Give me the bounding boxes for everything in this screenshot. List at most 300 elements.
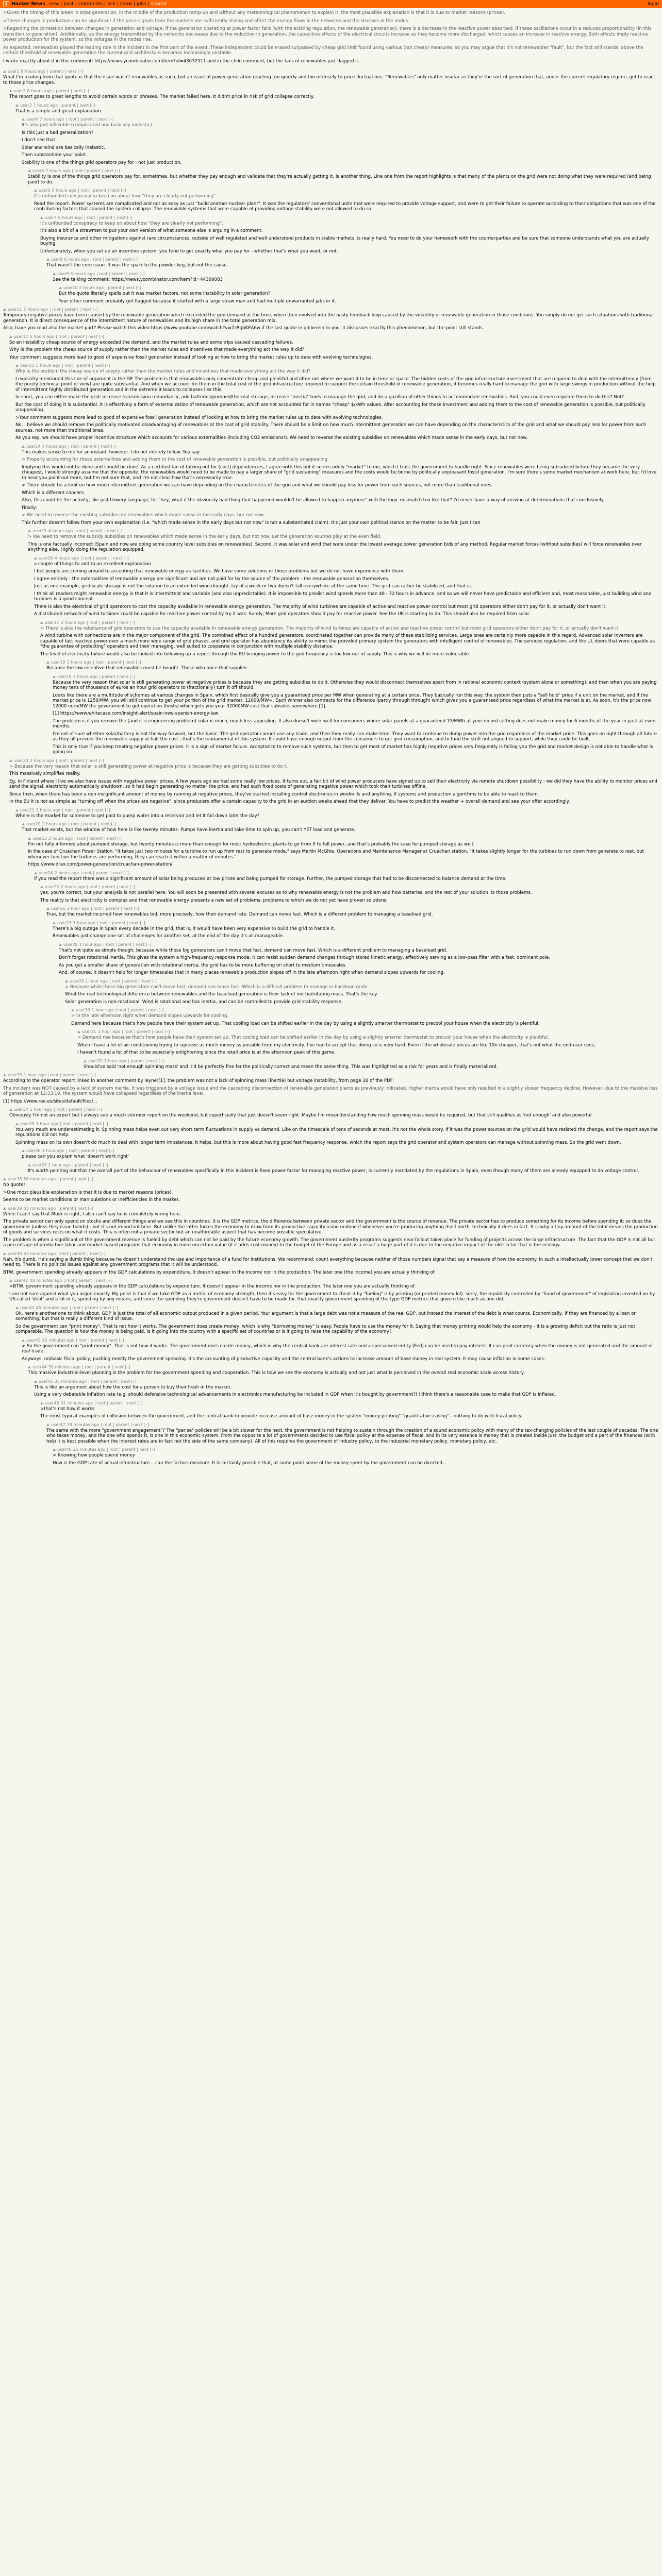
comment-user[interactable]: user6: [39, 188, 51, 193]
comment-header: [34, 871, 659, 875]
comment-paragraph: I agree entirely - the externalities of renewable energy are significant and are not paid for by the source of the problem - the renewable generation themselves.: [34, 576, 390, 582]
comment-paragraph: Is this just a bad generalization?: [22, 130, 94, 135]
nav-separator: |: [60, 2, 62, 7]
nav-link-past[interactable]: past: [63, 2, 74, 7]
comment-nav-links[interactable]: | root | parent | next [–]: [66, 1148, 114, 1153]
comment-nav-links[interactable]: | root | parent | next [–]: [72, 168, 120, 173]
comment-body: [59, 948, 659, 976]
upvote-icon[interactable]: [40, 216, 43, 219]
comment-age[interactable]: 2 hours ago: [48, 836, 73, 841]
comment-user[interactable]: user37: [32, 1162, 47, 1167]
comment-header: [3, 1206, 659, 1211]
comment-age[interactable]: 52 minutes ago: [23, 1251, 56, 1256]
comment: [71, 1008, 659, 1026]
comment-user[interactable]: user36: [26, 1148, 41, 1153]
comment-body: [77, 1035, 659, 1056]
comment: [15, 1122, 659, 1146]
comment-user[interactable]: user2: [14, 89, 26, 93]
comment-age[interactable]: 1 hour ago: [73, 920, 96, 925]
comment-paragraph: This further doesn't follow from your own explanation (i.e. "which made sense in the early days but not now" is not a substantiated claim). It's just your own political stance on the matter to be fair. Just I can: [22, 520, 481, 526]
upvote-icon[interactable]: [28, 837, 31, 840]
comment-user[interactable]: user40: [8, 1251, 22, 1256]
comment-paragraph: I explicitly mentioned this line of argument in the GP. The problem is that renewables only concentrate cheap and plentiful and often not where we want it to be in time or space. The hidden costs of the grid infrastructure investment that are required to deal with the intermittency (from the purely technical point of view) are quite substantial. And when we account for them in the total cost of the grid infrastructure required to support the certain threshold of renewable generation, it becomes really hard to manage the grid with large swings in production without the help of intermittent highly distributed generation and in the extreme it leads to collapses like this.: [15, 376, 656, 393]
upvote-icon[interactable]: [40, 886, 43, 888]
upvote-icon[interactable]: [9, 759, 12, 762]
comment-user[interactable]: user41: [14, 1278, 28, 1283]
comment-paragraph: What the real technological difference between renewables and the baseload generation is their lack of inertia/rotating mass. That's the key.: [65, 992, 378, 997]
comment-nav-links[interactable]: | root | parent | next [–]: [84, 215, 133, 220]
comment-paragraph: Demand here because that's how people have their system set up. That cooling load can be shifted earlier in the day by using a slightly smarter thermostat to precool your house when the electricity is plentiful.: [71, 1021, 540, 1026]
comment-user[interactable]: user48: [57, 1447, 72, 1452]
comment-paragraph: > Because the very reason that solar is still generating power at negative price is because they are getting subsidies to do it.: [9, 764, 289, 769]
comment-nav-links[interactable]: | root | parent | next [–]: [109, 978, 158, 984]
upvote-icon[interactable]: [15, 104, 19, 107]
nav-separator: |: [147, 2, 150, 7]
upvote-icon[interactable]: [59, 943, 62, 946]
comment-paragraph: >One most plausible explanation is that it is due to market reasons (prices).: [3, 1190, 173, 1195]
comment-paragraph: Using a very debatable inflation rate (e.g. should defensive technological advancements in electronics manufacturing be included in GDP when it's bought by government?) I think there's a reasonable case to make that GDP is inflated.: [34, 1392, 556, 1397]
comment-nav-links[interactable]: | root | parent | next [–]: [47, 1073, 96, 1077]
upvote-icon[interactable]: [22, 1339, 25, 1342]
comment-paragraph: It's worth pointing out that the overall part of the behaviour of renewables specifically in this incident is fixed power factor for managing reactive power, is currently mandated by the regulations in Spain, even though many of them are already equipped to do voltage control.: [28, 1168, 639, 1174]
comment-age[interactable]: 48 minutes ago: [29, 1278, 62, 1283]
comment-paragraph: The report goes to great lengths to avoid certain words or phrases. The market failed here. It didn't price in risk of grid collapse correctly.: [9, 94, 315, 99]
comment-age[interactable]: 6 hours ago: [58, 215, 83, 220]
upvote-icon[interactable]: [77, 1030, 80, 1033]
comment-paragraph: Solar and wind are basically inelastic.: [22, 145, 105, 150]
comment-user[interactable]: user31: [82, 1029, 96, 1034]
nav-link-jobs[interactable]: jobs: [137, 2, 146, 7]
upvote-icon[interactable]: [22, 118, 25, 121]
upvote-icon[interactable]: [46, 258, 49, 261]
comment-age[interactable]: 42 minutes ago: [42, 1337, 75, 1343]
logo-icon[interactable]: Y: [3, 1, 9, 7]
comment-nav-links[interactable]: | root | parent | next [–]: [94, 1400, 143, 1405]
comment: [15, 363, 659, 441]
comment-user[interactable]: user47: [51, 1422, 65, 1427]
comment-header: [28, 529, 659, 533]
upvote-icon[interactable]: [46, 907, 49, 910]
comment-body: [22, 123, 659, 165]
upvote-icon[interactable]: [3, 1074, 6, 1076]
comment-paragraph: I'm not fully informed about pumped storage, but twenty minutes is more than enough for most hydroelectric plants to go from 0 to full power, and that's probably the case for pumped storage as well.: [28, 841, 474, 847]
comment-user[interactable]: user3: [20, 103, 32, 108]
upvote-icon[interactable]: [22, 823, 25, 825]
comment-nav-links[interactable]: | parent | next [–]: [99, 674, 135, 679]
comment-nav-links[interactable]: | root | parent | next [–]: [56, 334, 104, 339]
comment: [15, 808, 659, 819]
nav-link-ask[interactable]: ask: [107, 2, 115, 7]
comment-header: [53, 1447, 659, 1452]
comment-age[interactable]: 2 hours ago: [29, 758, 55, 763]
comment-nav-links[interactable]: | parent | next [–]: [57, 1206, 93, 1211]
comment-age[interactable]: 2 hours ago: [54, 870, 79, 875]
comment-user[interactable]: user19: [57, 674, 72, 679]
upvote-icon[interactable]: [53, 1448, 56, 1451]
comment-paragraph: [1] https://www.whitecase.com/insight-alert/spain-new-spanish-energy-law: [53, 711, 219, 716]
comment-user[interactable]: user27: [57, 920, 72, 925]
comment-nav-links[interactable]: | parent | next [–]: [53, 89, 89, 93]
comment-age[interactable]: 3 hours ago: [73, 674, 98, 679]
comment-paragraph: That wasn't the core issue. It was the spark to the powder keg, but not the cause.: [46, 263, 228, 268]
comment-nav-links[interactable]: | root | parent | next [–]: [90, 257, 139, 262]
comment-age[interactable]: 5 hours ago: [36, 363, 61, 368]
upvote-icon[interactable]: [9, 1279, 12, 1282]
comment-age[interactable]: 58 minutes ago: [23, 1177, 56, 1181]
comment-age[interactable]: 2 hours ago: [60, 885, 86, 889]
comment-nav-links[interactable]: | root | parent | next [–]: [57, 1251, 106, 1256]
comment-user[interactable]: user4: [26, 117, 38, 122]
comment-nav-links[interactable]: | parent | next [–]: [128, 1058, 164, 1063]
comment-age[interactable]: 31 minutes ago: [60, 1400, 93, 1405]
comment-nav-links[interactable]: | root | parent | next [–]: [78, 188, 126, 193]
comment-age[interactable]: 3 hours ago: [60, 620, 86, 625]
comment-age[interactable]: 1 hour ago: [42, 1148, 65, 1153]
comment-nav-links[interactable]: | root | parent | next [–]: [96, 271, 145, 276]
comment-paragraph: That is a simple and great explanation.: [15, 108, 103, 114]
comment-user[interactable]: user26: [51, 906, 65, 911]
comment-user[interactable]: user30: [76, 1008, 90, 1012]
comment-nav-links[interactable]: | root | parent | next [–]: [88, 1379, 137, 1384]
comment-paragraph: I don't see that.: [22, 138, 57, 143]
comment-paragraph: Temporary negative prices have been caused by the renewable generation which exceeded the grid demand at the time, when then evolved into the nasty feedback loop caused by the volatility of renewable generation in those conditions. You simply do not get such situations with traditional generation. It is direct consequence of the intermittent nature of renewables and its high share in the total generation mix.: [3, 313, 654, 324]
comment-nav-links[interactable]: | root | parent | next [–]: [76, 1337, 124, 1343]
comment-nav-links[interactable]: | root | parent | next [–]: [74, 529, 123, 533]
comment-age[interactable]: 4 hours ago: [48, 529, 73, 533]
comment-user[interactable]: user9: [57, 271, 69, 276]
comment-nav-links[interactable]: | root | parent | next [–]: [49, 307, 98, 312]
login-link[interactable]: login: [648, 2, 659, 7]
page-content: [0, 8, 662, 1479]
comment-user[interactable]: user34: [14, 1107, 28, 1112]
comment-paragraph: Because the low incentive that renewables must be bought. Those who price that supplier.: [46, 666, 249, 671]
comment-user[interactable]: user23: [32, 836, 47, 841]
comment-age[interactable]: 6 hours ago: [64, 257, 89, 262]
comment-nav-links[interactable]: | root | parent | next [–]: [87, 885, 135, 889]
comment-nav-links[interactable]: | root | parent | next [–]: [56, 758, 104, 763]
upvote-icon[interactable]: [3, 1178, 6, 1180]
comment-header: [65, 979, 659, 984]
comment-paragraph: >Your comment suggests more lead to good of expensive fossil generation instead of looking at how to bring the market rules up to date with evolving technologies.: [15, 415, 383, 420]
comment-body: [15, 1311, 659, 1335]
comment-user[interactable]: user11: [8, 307, 22, 312]
top-bar: [0, 0, 662, 8]
comment-age[interactable]: 8 hours ago: [21, 69, 46, 74]
comment-body: [28, 842, 659, 868]
comment-body: [22, 827, 659, 833]
comment: [77, 1029, 659, 1056]
comment-paragraph: The incident was NOT caused by a lack of system inertia. It was triggered by a voltage issue and the cascading disconnection of renewable generation plants as previously indicated. Higher inertia would have only resulted in a slightly slower frequency decline. However, due to the massive loss of generation at 12:33:19, the system would have collapsed regardless of the inertia level.: [3, 1086, 658, 1096]
comment-nav-links[interactable]: | root | parent | next [–]: [103, 942, 152, 947]
main-nav: [49, 2, 167, 7]
comment-age[interactable]: 35 minutes ago: [54, 1379, 87, 1384]
comment-nav-links[interactable]: | root | parent | next [–]: [68, 444, 117, 449]
comment-paragraph: > Demand rise because that's how people have their system set up. That cooling load can be shifted earlier in the day by using a slightly smarter thermostat to precool your house when the electricity is plentiful.: [77, 1035, 549, 1040]
comment-paragraph: You very much are underestimating it. Spinning mass helps even out very short term fluctuations in supply vs demand. Like on the timescale of tens of seconds at most, it's not the whole story. If it was the power sources on the grid would have resisted the change, and the report says the regulations did not help.: [15, 1127, 658, 1138]
comment-paragraph: > Because while those big generators can't move fast, demand can move fast. Which is a difficult problem to manage in baseload grids.: [65, 984, 369, 990]
comment-user[interactable]: user20: [14, 758, 28, 763]
comment-header: [77, 1029, 659, 1034]
comment-user[interactable]: user35: [20, 1121, 35, 1126]
comment: [84, 1059, 659, 1070]
comment-paragraph: If you read the report there was a significant amount of solar being produced at low prices and being pumped for storage. Further, the pumped storage that had to be disconnected to balance demand at the time.: [34, 876, 507, 882]
upvote-icon[interactable]: [34, 872, 37, 874]
comment-age[interactable]: 7 hours ago: [39, 117, 64, 122]
comment-user[interactable]: user22: [26, 822, 41, 826]
comment: [28, 1365, 659, 1376]
nav-link-new[interactable]: new: [49, 2, 59, 7]
comment-age[interactable]: 25 minutes ago: [73, 1447, 106, 1452]
comment-age[interactable]: 7 hours ago: [45, 168, 71, 173]
comment-age[interactable]: 5 hours ago: [70, 271, 95, 276]
comment-paragraph: But the cost of doing it is substantial. It is effectively a form of externalization of renewable generation, which are not accounted for in names "cheap" $/kWh values. After accounting for those investment and adding them to the cost of renewable generation is possible, but politically unappealing.: [15, 402, 646, 413]
comment-nav-links[interactable]: | root | parent | next [–]: [87, 620, 135, 625]
comment-body: [34, 194, 659, 212]
comment-user[interactable]: user44: [32, 1365, 47, 1369]
comment-user[interactable]: user14: [26, 444, 41, 449]
comment-age[interactable]: 3 hours ago: [67, 660, 92, 665]
comment-age[interactable]: 4 hours ago: [54, 555, 79, 561]
comment-nav-links[interactable]: | root | parent | next [–]: [63, 1278, 112, 1283]
comment-user[interactable]: user29: [70, 978, 84, 984]
upvote-icon[interactable]: [53, 273, 56, 275]
comment: [28, 1163, 659, 1174]
comment-body: [46, 666, 659, 671]
upvote-icon[interactable]: [65, 980, 68, 982]
comment-age[interactable]: 1 hour ago: [91, 1008, 114, 1012]
comment-age[interactable]: 1 hour ago: [79, 942, 102, 947]
comment-paragraph: Renewables just change one set of challenges for another set, at the end of the day it's all manageable.: [53, 934, 284, 939]
nav-link-comments[interactable]: comments: [78, 2, 103, 7]
comment-paragraph: The problem is if you remove the (and it is engineering problem) solar is much, much less appealing. It also doesn't work well for consumers where solar panels at a guaranteed 15/MWh at your record setting does not make money for 6 months of the year in past at even months.: [53, 718, 656, 729]
comment-age[interactable]: 1 hour ago: [29, 1107, 53, 1112]
comment-header: [46, 257, 659, 262]
comment-paragraph: This is only true if you keep treating negative power prices. It is a sign of market failure. Acceptance to remove such systems, but then to get most of market has highly negative prices very frequently is falling you the grid and market design is not able to handle what is going on.: [53, 744, 653, 755]
upvote-icon[interactable]: [3, 70, 6, 73]
comment-paragraph: That's not quite as simple though, because while those big generators can't move that fast, demand can move fast. Which is a different problem to managing a baseload grid.: [59, 947, 448, 953]
comment-paragraph: Nah, it's dumb. He's saying a dumb thing because he doesn't understand the use and importance of a fund for institutions. We recommend: count everything because neither of those numbers signal that say a measure of how the economy. In such a intellectually lower concept that we don't need to. There is no political issues against any government programs that it will be understood.: [3, 1257, 653, 1267]
upvote-icon[interactable]: [9, 1108, 12, 1111]
comment-nav-links[interactable]: | root | parent | next [–]: [62, 363, 110, 368]
comment-body: [15, 814, 659, 819]
comment-age[interactable]: 28 minutes ago: [67, 1422, 100, 1427]
comment-user[interactable]: user10: [63, 285, 78, 290]
upvote-icon[interactable]: [22, 1149, 25, 1152]
comment-user[interactable]: user39: [8, 1206, 22, 1211]
comment-nav-links[interactable]: | parent | next [–]: [105, 285, 141, 290]
comment-user[interactable]: user38: [8, 1177, 22, 1181]
comment-age[interactable]: 2 hours ago: [36, 807, 61, 812]
comment-nav-links[interactable]: | root | parent | next [–]: [115, 1008, 164, 1012]
comment-paragraph: Where is the market for someone to get paid to pump water into a reservoir and let it fall down later the day?: [15, 813, 260, 819]
upvote-icon[interactable]: [46, 1423, 49, 1426]
comment-nav-links[interactable]: | root | parent | next [–]: [82, 1365, 130, 1369]
comment-age[interactable]: 39 minutes ago: [48, 1365, 81, 1369]
comment-paragraph: And, of course, it doesn't help for longer timescales that in many places renewable production slopes off in the late afternoon right when demand slopes upwards for cooling.: [59, 970, 445, 975]
upvote-icon[interactable]: [34, 1380, 37, 1383]
comment-user[interactable]: user13: [20, 363, 35, 368]
comment-body: [65, 985, 659, 1005]
comment-age[interactable]: 2 hours ago: [42, 822, 67, 826]
comment-user[interactable]: user25: [45, 885, 59, 889]
comment-age[interactable]: 8 hours ago: [27, 89, 52, 93]
comment-age[interactable]: 4 hours ago: [42, 444, 67, 449]
comment-user[interactable]: user1: [8, 69, 20, 74]
nav-separator: |: [104, 2, 106, 7]
comment-age[interactable]: 1 hour ago: [23, 1073, 46, 1077]
comment-nav-links[interactable]: | root | parent | next [–]: [80, 870, 129, 875]
upvote-icon[interactable]: [3, 1207, 6, 1210]
upvote-icon[interactable]: [34, 557, 37, 560]
comment-paragraph: So an instability cheap source of energy exceeded the demand, and the market rules and some trips caused cascading failures.: [9, 340, 293, 345]
comment-user[interactable]: user16: [39, 555, 53, 561]
comment-nav-links[interactable]: | root | parent | next [–]: [93, 660, 141, 665]
comment: [53, 1447, 659, 1466]
upvote-icon[interactable]: [28, 1164, 31, 1166]
comment-body: [28, 1370, 659, 1376]
comment-user[interactable]: user28: [63, 942, 78, 947]
comment-age[interactable]: 1 hour ago: [104, 1058, 127, 1063]
comment-body: [28, 174, 659, 185]
comment-body: [53, 277, 659, 283]
upvote-icon[interactable]: [40, 1402, 43, 1404]
upvote-icon[interactable]: [28, 530, 31, 532]
comment-paragraph: yes, you're correct, but your analysis is not parallel here. You will soon be presented with several excuses as to why renewable energy is not the problem and how batteries, and the rest of your solution its those problems.: [40, 890, 532, 895]
comment-header: [34, 556, 659, 561]
upvote-icon[interactable]: [84, 1060, 87, 1062]
comment-header: [28, 1365, 659, 1369]
comment-header: [3, 1177, 659, 1181]
comment-nav-links[interactable]: | parent | next [–]: [57, 1177, 93, 1181]
upvote-icon[interactable]: [53, 922, 56, 924]
upvote-icon[interactable]: [40, 621, 43, 624]
comment-age[interactable]: 45 minutes ago: [36, 1305, 69, 1310]
comment-nav-links[interactable]: | root | parent | next [–]: [107, 1447, 155, 1452]
comment-nav-links[interactable]: | root | parent | next [–]: [122, 1029, 170, 1034]
comment-nav-links[interactable]: | root | parent | next [–]: [54, 1107, 102, 1112]
upvote-icon[interactable]: [15, 1307, 19, 1309]
comment-age[interactable]: 1 hour ago: [36, 1121, 59, 1126]
nav-link-show[interactable]: show: [120, 2, 133, 7]
comment-user[interactable]: user17: [45, 620, 59, 625]
upvote-icon[interactable]: [15, 364, 19, 367]
upvote-icon[interactable]: [59, 286, 62, 289]
comment-age[interactable]: 1 hour ago: [67, 906, 90, 911]
upvote-icon[interactable]: [28, 1366, 31, 1368]
comment-paragraph: The problem is when a significant of the government revenue is fueled by debt which can not be paid by the future economy growth. The government austerity programs suggests near-fallout taken place for funding of projects across the large infrastructure. The fact that the GDP is not all but a percentage of productive labor and market-based programs that economy in more uncertain value (if it adds cost money) to the budget of the Europe and as a result a huge part of it is due to the negative impact of the old sector that is the ecology.: [3, 1237, 655, 1248]
comment-body: [3, 313, 659, 331]
comment-user[interactable]: user12: [14, 334, 28, 339]
comment-header: [71, 1008, 659, 1012]
comment-nav-links[interactable]: | parent | next [–]: [59, 103, 95, 108]
upvote-icon[interactable]: [3, 1252, 6, 1255]
comment-paragraph: >that's not how it works: [40, 1406, 95, 1412]
comment-body: [46, 1428, 659, 1445]
comment-nav-links[interactable]: | root | parent | next [–]: [60, 1121, 108, 1126]
nav-link-submit[interactable]: submit: [151, 2, 167, 7]
comment-age[interactable]: 5 hours ago: [23, 307, 48, 312]
comment-header: [15, 363, 659, 368]
upvote-icon[interactable]: [46, 661, 49, 664]
comment: [34, 556, 659, 617]
comment-body: [34, 562, 659, 617]
comment-paragraph: please can you explain what 'doesn't work right': [22, 1154, 129, 1159]
comment-user[interactable]: user24: [39, 870, 53, 875]
comment-body: [3, 75, 659, 86]
comment-header: [34, 1379, 659, 1384]
comment-user[interactable]: user7: [45, 215, 57, 220]
upvote-icon[interactable]: [9, 90, 12, 92]
comment-nav-links[interactable]: | root | parent | next [–]: [80, 555, 129, 561]
comment-user[interactable]: user15: [32, 529, 47, 533]
comment-paragraph: The level of electricity failure would also be looked into following up a report through the EU bringing power to the grid frequency is too low out of supply. This is why we will be more vulnerable.: [40, 651, 471, 657]
comment-paragraph: Implying this would not be done and should be done. As a certified fan of talking out for (cost) dependencies, I agree with this but it seems oddly "market" to me, which I trust the government to handle right. Since renewables were being subsidized before they became the very cheapest, I would strongly assume that the opposite: the renewables would need to be made to pay a larger share of "grid sustaining" measures and the costs would be borne by politically unpleasant fossil generation. I'm sure there's some market mechanism at work here, but I'd love to hear you point out more, but I'm not sure that, and I'm not clear how that's necessarily true.: [22, 464, 657, 481]
comment-user[interactable]: user33: [8, 1073, 22, 1077]
comment: [59, 942, 659, 976]
comment-age[interactable]: 55 minutes ago: [23, 1206, 56, 1211]
upvote-icon[interactable]: [34, 189, 37, 192]
comment-user[interactable]: user18: [51, 660, 65, 665]
comment-user[interactable]: user32: [88, 1058, 103, 1063]
comment-header: [34, 188, 659, 193]
comment-nav-links[interactable]: | root | parent | next [–]: [62, 807, 110, 812]
comment-paragraph: In the case of Cruachan Power Station: "It takes just two minutes for a turbine to run up from rest to generate mode," says Martin McGhie, Operations and Maintenance Manager at Cruachan station. "It takes slightly longer for the turbines to run down from generate to rest, but whenever function the turbines are performing, they can reach it within a matter of minutes.": [28, 849, 644, 860]
comment-nav-links[interactable]: | root | parent | next [–]: [101, 1422, 149, 1427]
comment-nav-links[interactable]: | parent | next [–]: [47, 69, 83, 74]
upvote-icon[interactable]: [15, 1123, 19, 1125]
comment-nav-links[interactable]: | parent | next [–]: [72, 1162, 108, 1167]
comment-paragraph: Also, this could be the activity, like just flowery language, for "hey, what if the obviously bad thing that happened wouldn't be allowed to happen anymore" with the logic mismatch too like that? I'd never have a way of arriving at determinations that conclusively.: [22, 498, 605, 503]
comment-user[interactable]: user8: [51, 257, 63, 262]
upvote-icon[interactable]: [3, 308, 6, 311]
comment-paragraph: While I can't say that Musk is right, I also can't say he is completely wrong here.: [3, 1211, 181, 1217]
comment-nav-links[interactable]: | root | parent | next [–]: [91, 906, 139, 911]
upvote-icon[interactable]: [71, 1009, 74, 1011]
comment-user[interactable]: user45: [39, 1379, 53, 1384]
comment-nav-links[interactable]: | root | parent | next [–]: [68, 822, 117, 826]
site-title[interactable]: Hacker News: [11, 2, 45, 7]
comment-age[interactable]: 1 hour ago: [97, 1029, 121, 1034]
comment-user[interactable]: user5: [32, 168, 44, 173]
comment-age[interactable]: 1 hour ago: [85, 978, 108, 984]
comment-header: [22, 822, 659, 826]
upvote-icon[interactable]: [28, 170, 31, 172]
comment-user[interactable]: user21: [20, 807, 35, 812]
comment-age[interactable]: 7 hours ago: [33, 103, 58, 108]
upvote-icon[interactable]: [53, 675, 56, 678]
comment-user[interactable]: user43: [26, 1337, 41, 1343]
comment-paragraph: When I have a lot of air conditioning trying to squeeze as much money as possible from my electricity, I've had to accept that doing so is very hard. Even if the wholesale prices are like 10x cheaper, that's not what the end-user sees.: [77, 1042, 595, 1048]
upvote-icon[interactable]: [15, 809, 19, 811]
comment-nav-links[interactable]: | root | parent | next [–]: [70, 1305, 118, 1310]
comment-age[interactable]: 1 hour ago: [48, 1162, 71, 1167]
comment-nav-links[interactable]: | root | parent | next [–]: [74, 836, 123, 841]
comment-paragraph: But the quote literally spells out it was market factors, not some instability in solar generation?: [59, 291, 271, 296]
comment-nav-links[interactable]: | root | parent | next [–]: [65, 117, 114, 122]
upvote-icon[interactable]: [9, 335, 12, 338]
comment-user[interactable]: user46: [45, 1400, 59, 1405]
comment-paragraph: Finally:: [22, 505, 37, 511]
comment-header: [28, 836, 659, 841]
comment-user[interactable]: user42: [20, 1305, 35, 1310]
comment-nav-links[interactable]: | root | parent | next [–]: [97, 920, 145, 925]
comment: [22, 1148, 659, 1160]
comment-age[interactable]: 6 hours ago: [52, 188, 77, 193]
comment-age[interactable]: 5 hours ago: [79, 285, 104, 290]
upvote-icon[interactable]: [22, 445, 25, 448]
comment-age[interactable]: 5 hours ago: [29, 334, 55, 339]
comment-header: [53, 272, 659, 276]
